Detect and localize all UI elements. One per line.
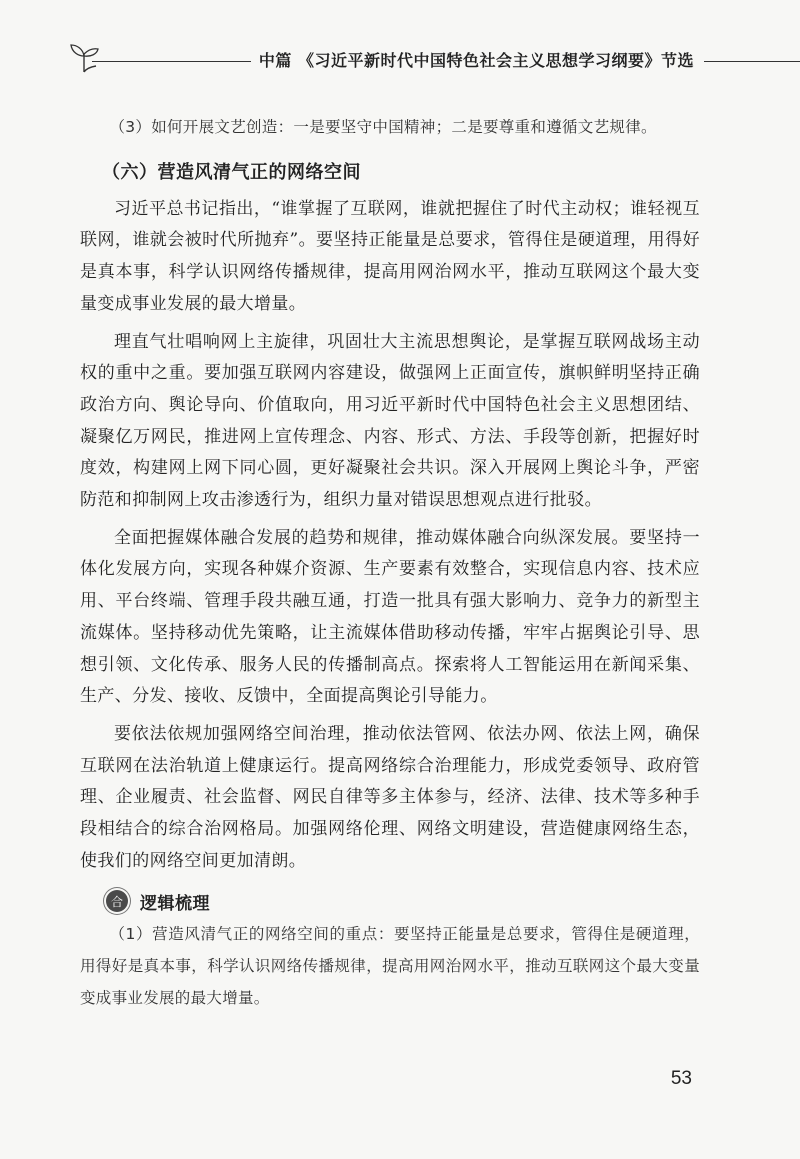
header-title: 中篇 《习近平新时代中国特色社会主义思想学习纲要》节选 (251, 48, 704, 71)
paragraph: 理直气壮唱响网上主旋律，巩固壮大主流思想舆论，是掌握互联网战场主动权的重中之重。要加强互联网内容建设，做强网上正面宣传，旗帜鲜明坚持正确政治方向、舆论导向、价值取向，用习近平新时代中国特色社会主义思想团结、凝聚亿万网民，推进网上宣传理念、内容、形式、方法、手段等创新，把握好时度效，构建网上网下同心圆，更好凝聚社会共识。深入开展网上舆论斗争，严密防范和抑制网上攻击渗透行为，组织力量对错误思想观点进行批驳。 (80, 331, 700, 511)
page-number: 53 (670, 1068, 692, 1089)
intro-item: （3）如何开展文艺创造：一是要坚守中国精神；二是要尊重和遵循文艺规律。 (109, 118, 657, 136)
paragraph: 习近平总书记指出，“谁掌握了互联网，谁就把握住了时代主动权；谁轻视互联网，谁就会被时代所抛弃”。要坚持正能量是总要求，管得住是硬道理，用得好是真本事，科学认识网络传播规律，提高用网治网水平，推动互联网这个最大变量变成事业发展的最大增量。 (80, 198, 700, 314)
page-content (80, 112, 700, 1015)
logic-section-label: 逻辑梳理 (140, 893, 210, 914)
paragraph: 全面把握媒体融合发展的趋势和规律，推动媒体融合向纵深发展。要坚持一体化发展方向，实现各种媒介资源、生产要素有效整合，实现信息内容、技术应用、平台终端、管理手段共融互通，打造一批具有强大影响力、竞争力的新型主流媒体。坚持移动优先策略，让主流媒体借助移动传播，牢牢占据舆论引导、思想引领、文化传承、服务人民的传播制高点。探索将人工智能运用在新闻采集、生产、分发、接收、反馈中，全面提高舆论引导能力。 (80, 527, 700, 707)
paragraph: 要依法依规加强网络空间治理，推动依法管网、依法办网、依法上网，确保互联网在法治轨道上健康运行。提高网络综合治理能力，形成党委领导、政府管理、企业履责、社会监督、网民自律等多主体参与，经济、法律、技术等多种手段相结合的综合治网格局。加强网络伦理、网络文明建设，营造健康网络生态，使我们的网络空间更加清朗。 (80, 723, 700, 871)
running-header (0, 40, 800, 80)
logic-badge-icon: 合 (106, 890, 128, 912)
logic-section-header (106, 885, 700, 917)
sprout-icon (66, 42, 102, 74)
section-heading: （六）营造风清气正的网络空间 (102, 161, 361, 183)
logic-item: （1）营造风清气正的网络空间的重点：要坚持正能量是总要求，管得住是硬道理，用得好是真本事，科学认识网络传播规律，提高用网治网水平，推动互联网这个最大变量变成事业发展的最大增量。 (80, 925, 700, 1007)
